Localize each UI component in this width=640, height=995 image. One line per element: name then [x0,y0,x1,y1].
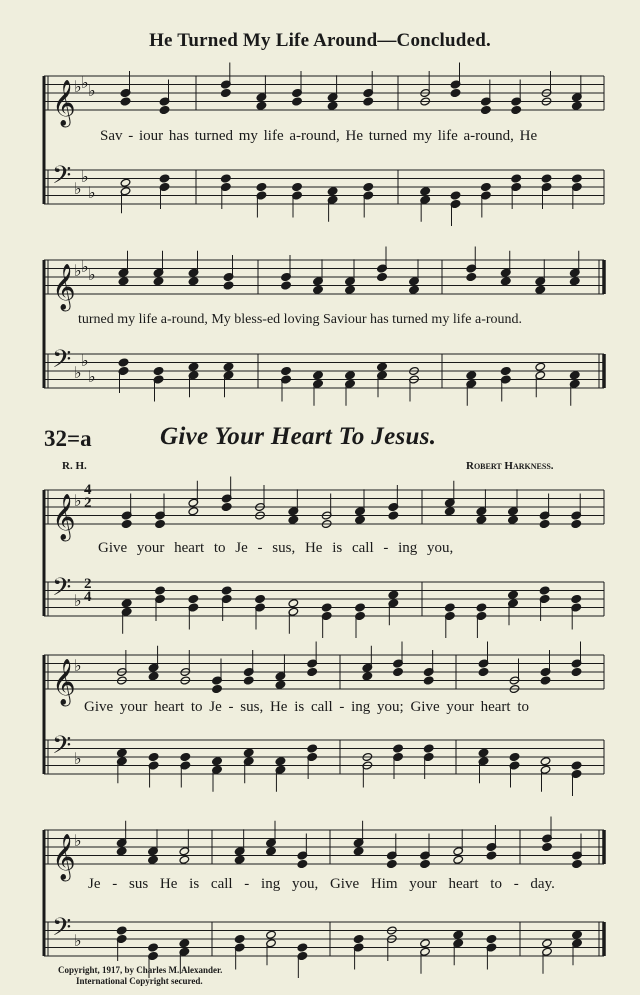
svg-text:𝄢: 𝄢 [52,913,72,948]
system-1-bass [0,160,640,220]
system-4-bass [0,730,640,790]
svg-text:♭: ♭ [74,931,82,950]
lyric-line-5: Je - sus He is call - ing you, Give Him your heart to - day. [88,876,555,892]
svg-text:♭: ♭ [74,656,82,675]
svg-text:♭: ♭ [81,167,89,186]
svg-text:♭: ♭ [88,367,96,386]
svg-text:♭: ♭ [74,749,82,768]
hymn-title: Give Your Heart To Jesus. [160,423,437,450]
svg-text:♭: ♭ [88,183,96,202]
system-2-bass [0,344,640,404]
svg-text:𝄞: 𝄞 [52,80,76,126]
continued-title: He Turned My Life Around—Concluded. [149,30,491,51]
svg-text:𝄞: 𝄞 [52,659,76,705]
lyric-line-4: Give your heart to Je - sus, He is call - ing you; Give your heart to [84,699,529,715]
svg-text:♭: ♭ [88,81,96,100]
svg-text:𝄢: 𝄢 [52,731,72,766]
hymn-number: 32=a [44,426,92,451]
svg-text:♭: ♭ [74,261,82,280]
system-1-treble [0,66,640,126]
author-initials: R. H. [62,460,87,472]
time-signature-bass: 2 4 [84,576,92,605]
svg-text:♭: ♭ [88,265,96,284]
system-3-bass [0,572,640,632]
svg-text:♭: ♭ [74,77,82,96]
time-signature-treble: 4 2 [84,482,92,511]
system-2-treble [0,250,640,310]
system-5-bass [0,912,640,972]
copyright-line-1: Copyright, 1917, by Charles M. Alexander. [58,965,223,975]
svg-text:♭: ♭ [74,831,82,850]
svg-text:𝄞: 𝄞 [52,494,76,540]
svg-text:♭: ♭ [81,351,89,370]
system-5-treble [0,820,640,880]
lyric-line-1: Sav - iour has turned my life a-round, He turned my life a-round, He [100,128,538,144]
lyric-line-3: Give your heart to Je - sus, He is call - ing you, [98,540,454,556]
svg-text:♭: ♭ [74,363,82,382]
copyright-line-2: International Copyright secured. [76,976,203,986]
svg-text:♭: ♭ [81,257,89,276]
svg-text:♭: ♭ [74,591,82,610]
svg-text:♭: ♭ [81,73,89,92]
system-3-treble [0,480,640,540]
system-4-treble [0,645,640,705]
svg-text:𝄢: 𝄢 [52,345,72,380]
svg-text:𝄢: 𝄢 [52,573,72,608]
svg-text:𝄢: 𝄢 [52,161,72,196]
composer-credit: Robert Harkness. [466,460,554,472]
svg-text:♭: ♭ [74,491,82,510]
copyright-notice [58,965,222,987]
svg-text:𝄞: 𝄞 [52,264,76,310]
svg-text:♭: ♭ [74,179,82,198]
lyric-line-2: turned my life a-round, My bless-ed loving Saviour has turned my life a-round. [78,312,523,327]
svg-text:𝄞: 𝄞 [52,834,76,880]
